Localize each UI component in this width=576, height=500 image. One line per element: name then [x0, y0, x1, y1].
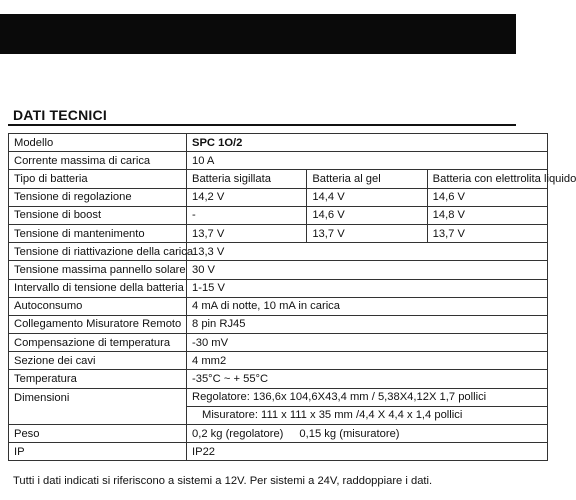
table-row — [9, 334, 548, 352]
row-label: Tensione di riattivazione della carica — [9, 243, 187, 261]
row-label: Collegamento Misuratore Remoto — [9, 315, 187, 333]
table-row — [9, 425, 548, 443]
row-value: 13,7 V — [187, 224, 307, 242]
table-row — [9, 279, 548, 297]
row-label: Autoconsumo — [9, 297, 187, 315]
table-row — [9, 388, 548, 406]
row-label: Peso — [9, 425, 187, 443]
battery-type-sealed: Batteria sigillata — [187, 170, 307, 188]
weight-value — [187, 425, 548, 443]
specs-table — [8, 133, 576, 461]
row-value: 1-15 V — [187, 279, 548, 297]
row-value: 8 pin RJ45 — [187, 315, 548, 333]
row-label: Tensione di boost — [9, 206, 187, 224]
weight-meter: 0,15 kg (misuratore) — [299, 427, 400, 440]
table-row — [9, 224, 548, 242]
footnote: Tutti i dati indicati si riferiscono a sistemi a 12V. Per sistemi a 24V, raddoppiare i dati. — [13, 475, 433, 487]
row-value: IP22 — [187, 443, 548, 461]
row-value: - — [187, 206, 307, 224]
row-value: 13,7 V — [307, 224, 427, 242]
table-row — [9, 243, 548, 261]
row-value: 14,2 V — [187, 188, 307, 206]
model-value: SPC 1O/2 — [187, 134, 548, 152]
row-label: IP — [9, 443, 187, 461]
title-divider — [8, 124, 516, 126]
row-label: Tipo di batteria — [9, 170, 187, 188]
table-row — [9, 352, 548, 370]
row-value: 10 A — [187, 152, 548, 170]
row-value: 14,6 V — [427, 188, 547, 206]
section-title: DATI TECNICI — [13, 107, 107, 123]
table-row — [9, 443, 548, 461]
row-value: -35°C ~ + 55°C — [187, 370, 548, 388]
row-value: 13,3 V — [187, 243, 548, 261]
row-value: -30 mV — [187, 334, 548, 352]
row-label: Tensione di mantenimento — [9, 224, 187, 242]
table-row — [9, 261, 548, 279]
row-label: Corrente massima di carica — [9, 152, 187, 170]
table-row — [9, 188, 548, 206]
dimensions-meter: Misuratore: 111 x 111 x 35 mm /4,4 X 4,4 x 1,4 pollici — [187, 406, 548, 424]
header-bar — [0, 14, 516, 54]
battery-type-gel: Batteria al gel — [307, 170, 427, 188]
row-label: Compensazione di temperatura — [9, 334, 187, 352]
table-row — [9, 370, 548, 388]
table-row — [9, 134, 548, 152]
row-label: Tensione massima pannello solare — [9, 261, 187, 279]
row-label: Modello — [9, 134, 187, 152]
weight-regulator: 0,2 kg (regolatore) — [192, 427, 284, 440]
row-label: Sezione dei cavi — [9, 352, 187, 370]
battery-type-liquid: Batteria con elettrolita liquido — [427, 170, 547, 188]
dimensions-regulator: Regolatore: 136,6x 104,6X43,4 mm / 5,38X4,12X 1,7 pollici — [187, 388, 548, 406]
row-value: 4 mA di notte, 10 mA in carica — [187, 297, 548, 315]
table-row — [9, 315, 548, 333]
row-value: 14,4 V — [307, 188, 427, 206]
row-value: 30 V — [187, 261, 548, 279]
table-row — [9, 297, 548, 315]
row-label: Dimensioni — [9, 388, 187, 424]
table-row — [9, 170, 548, 188]
row-label: Tensione di regolazione — [9, 188, 187, 206]
row-value: 14,8 V — [427, 206, 547, 224]
row-label: Intervallo di tensione della batteria — [9, 279, 187, 297]
row-value: 14,6 V — [307, 206, 427, 224]
row-value: 13,7 V — [427, 224, 547, 242]
row-value: 4 mm2 — [187, 352, 548, 370]
row-label: Temperatura — [9, 370, 187, 388]
table-row — [9, 206, 548, 224]
table-row — [9, 152, 548, 170]
